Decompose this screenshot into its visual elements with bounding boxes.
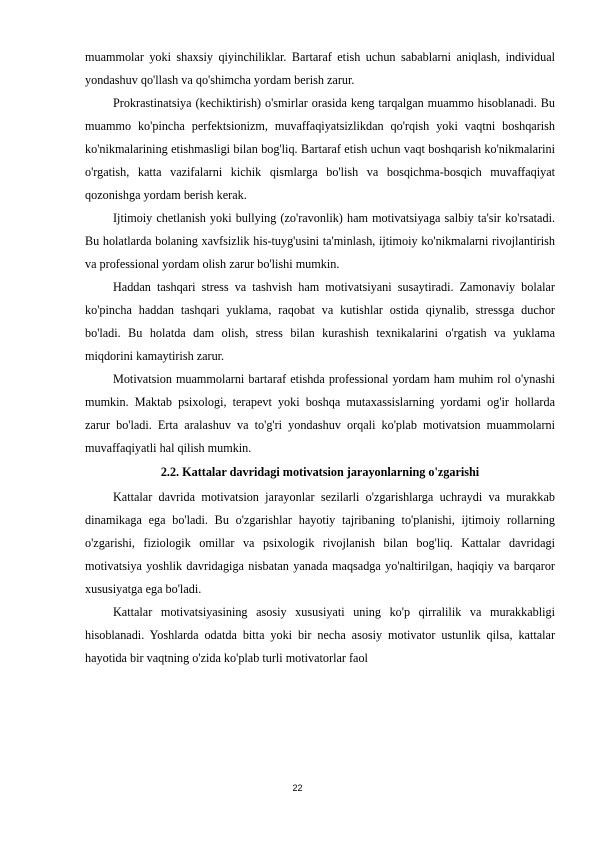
paragraph-stress: Haddan tashqari stress va tashvish ham motivatsiyani susaytiradi. Zamonaviy bolalar ko'pincha haddan tashqari yuklama, raqobat va kutishlar ostida qiynalib, stressga duchor bo'ladi. Bu holatda dam olish, stress bilan kurashish texnikalarini o'rgatish va yuklama miqdorini kamaytirish zarur. bbox=[85, 280, 555, 363]
paragraph-adult-motivation-features: Kattalar motivatsiyasining asosiy xususiyati uning ko'p qirralilik va murakkabligi hisoblanadi. Yoshlarda odatda bitta yoki bir necha asosiy motivator ustunlik qilsa, kattalar hayotida bir vaqtning o'zida ko'plab turli motivatorlar faol bbox=[85, 605, 555, 665]
page-number: 22 bbox=[292, 783, 303, 793]
paragraph-social-exclusion: Ijtimoiy chetlanish yoki bullying (zo'ravonlik) ham motivatsiyaga salbiy ta'sir ko'rsatadi. Bu holatlarda bolaning xavfsizlik his-tuyg'usini ta'minlash, ijtimoiy ko'nikmalarni rivojlantirish va professional yordam olish zarur bo'lishi mumkin. bbox=[85, 211, 555, 271]
paragraph-procrastination: Prokrastinatsiya (kechiktirish) o'smirlar orasida keng tarqalgan muammo hisoblanadi. Bu muammo ko'pincha perfektsionizm, muvaffaqiyatsizlikdan qo'rqish yoki vaqtni boshqarish ko'nikmalarining etishmasligi bilan bog'liq. Bartaraf etish uchun vaqt boshqarish ko'nikmalarini o'rgatish, katta vazifalarni kichik qismlarga bo'lish va bosqichma-bosqich muvaffaqiyat qozonishga yordam berish kerak. bbox=[85, 96, 555, 202]
paragraph-continuation: muammolar yoki shaxsiy qiyinchiliklar. Bartaraf etish uchun sabablarni aniqlash, individual yondashuv qo'llash va qo'shimcha yordam berish zarur. bbox=[85, 50, 555, 87]
paragraph-professional-help: Motivatsion muammolarni bartaraf etishda professional yordam ham muhim rol o'ynashi mumkin. Maktab psixologi, terapevt yoki boshqa mutaxassislarning yordami og'ir hollarda zarur bo'ladi. Erta aralashuv va to'g'ri yondashuv orqali ko'plab motivatsion muammolarni muvaffaqiyatli hal qilish mumkin. bbox=[85, 372, 555, 455]
section-heading: 2.2. Kattalar davridagi motivatsion jarayonlarning o'zgarishi bbox=[160, 465, 480, 479]
document-page bbox=[85, 46, 555, 670]
paragraph-adult-motivation: Kattalar davrida motivatsion jarayonlar sezilarli o'zgarishlarga uchraydi va murakkab dinamikaga ega bo'ladi. Bu o'zgarishlar hayotiy tajribaning to'planishi, ijtimoiy rollarning o'zgarishi, fiziologik omillar va psixologik rivojlanish bilan bog'liq. Kattalar davridagi motivatsiya yoshlik davridagiga nisbatan yanada maqsadga yo'naltirilgan, haqiqiy va barqaror xususiyatga ega bo'ladi. bbox=[85, 490, 555, 596]
